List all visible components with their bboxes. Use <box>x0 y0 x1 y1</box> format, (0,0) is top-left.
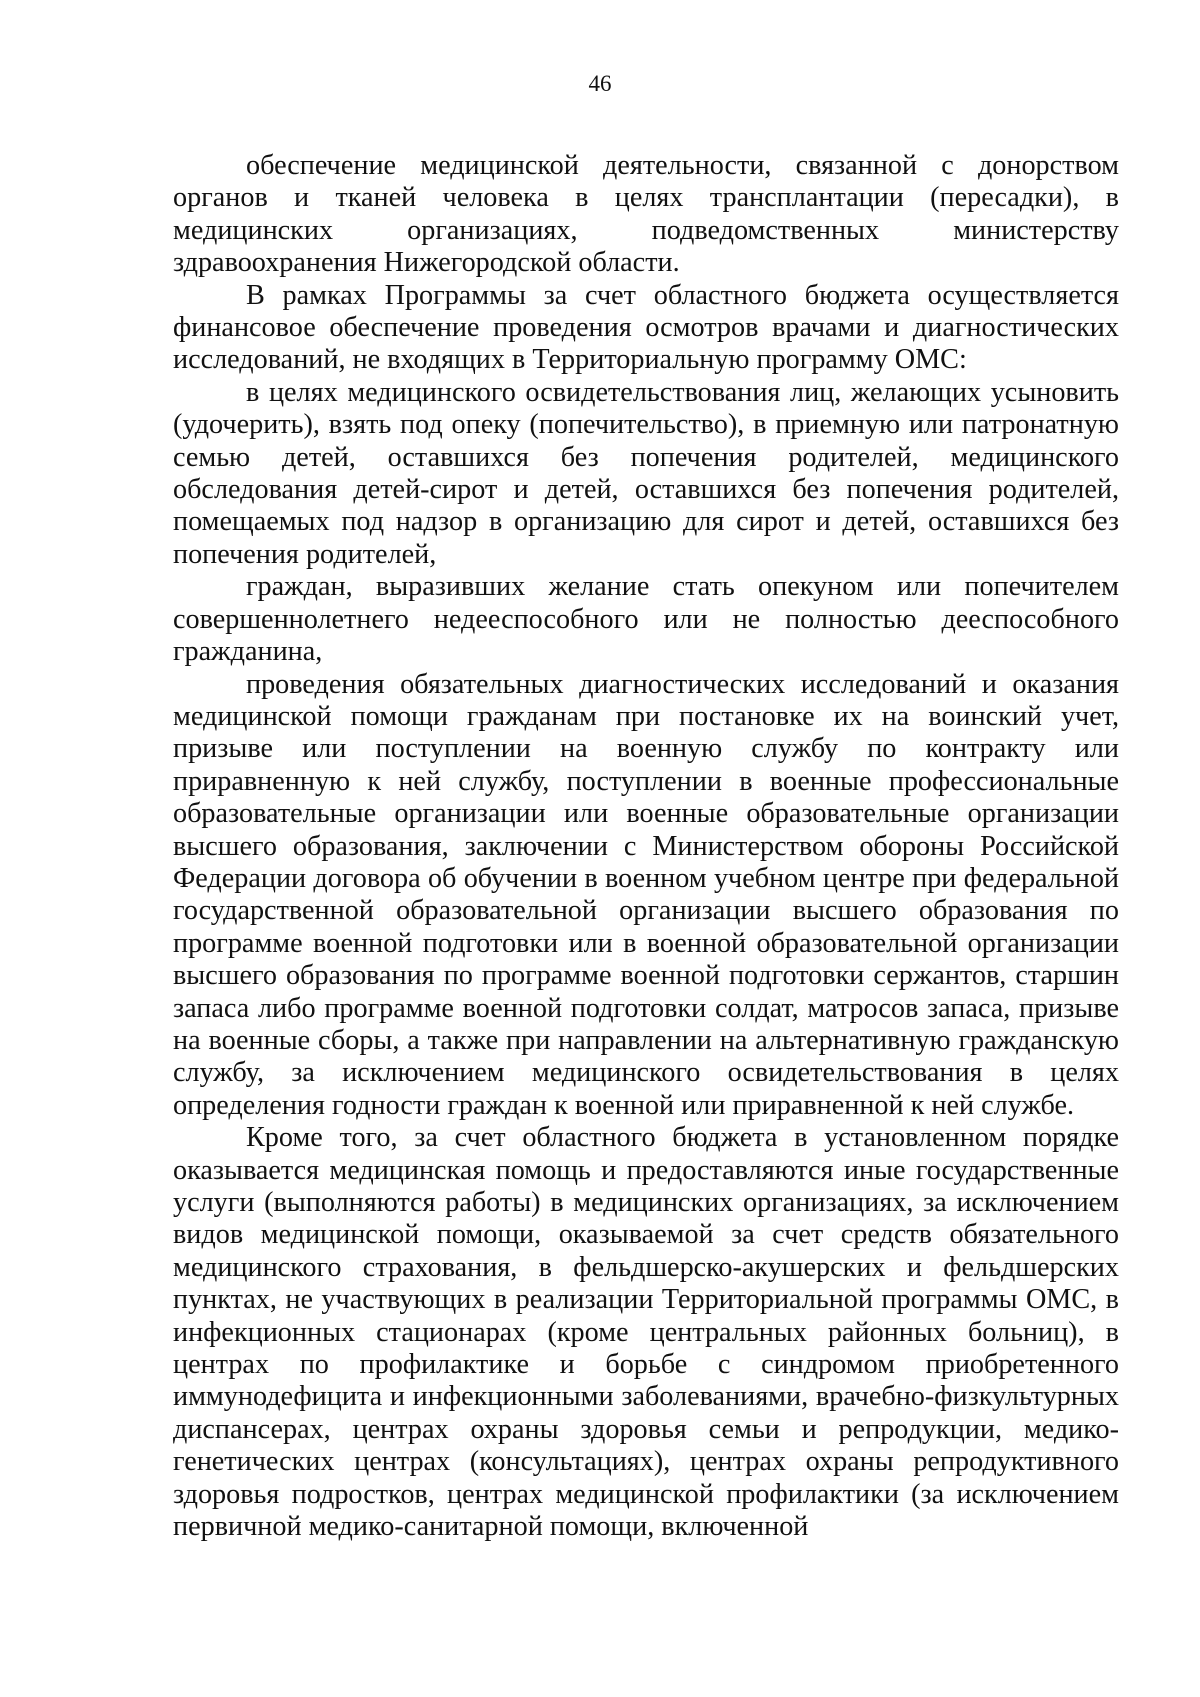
paragraph-guardianship-exams: граждан, выразивших желание стать опекуном или попечителем совершеннолетнего недееспособного или не полностью дееспособного гражданина, <box>173 571 1119 668</box>
paragraph-military-exams: проведения обязательных диагностических исследований и оказания медицинской помощи гражданам при постановке их на воинский учет, призыве или поступлении на военную службу по контракту или приравненную к ней службу, поступлении в военные профессиональные образовательные организации или военные образовательные организации высшего образования, заключении с Министерством обороны Российской Федерации договора об обучении в военном учебном центре при федеральной государственной образовательной организации высшего образования по программе военной подготовки или в военной образовательной организации высшего образования по программе военной подготовки сержантов, старшин запаса либо программе военной подготовки солдат, матросов запаса, призыве на военные сборы, а также при направлении на альтернативную гражданскую службу, за исключением медицинского освидетельствования в целях определения годности граждан к военной или приравненной к ней службе. <box>173 668 1119 1121</box>
paragraph-adoption-exams: в целях медицинского освидетельствования лиц, желающих усыновить (удочерить), взять под опеку (попечительство), в приемную или патронатную семью детей, оставшихся без попечения родителей, медицинского обследования детей-сирот и детей, оставшихся без попечения родителей, помещаемых под надзор в организацию для сирот и детей, оставшихся без попечения родителей, <box>173 376 1119 570</box>
page-number: 46 <box>588 71 612 96</box>
document-body <box>173 150 1119 1543</box>
paragraph-regional-budget-exams: В рамках Программы за счет областного бюджета осуществляется финансовое обеспечение проведения осмотров врачами и диагностических исследований, не входящих в Территориальную программу ОМС: <box>173 279 1119 376</box>
paragraph-organ-donation: обеспечение медицинской деятельности, связанной с донорством органов и тканей человека в целях трансплантации (пересадки), в медицинских организациях, подведомственных министерству здравоохранения Нижегородской области. <box>173 150 1119 279</box>
paragraph-additional-services: Кроме того, за счет областного бюджета в установленном порядке оказывается медицинская помощь и предоставляются иные государственные услуги (выполняются работы) в медицинских организациях, за исключением видов медицинской помощи, оказываемой за счет средств обязательного медицинского страхования, в фельдшерско-акушерских и фельдшерских пунктах, не участвующих в реализации Территориальной программы ОМС, в инфекционных стационарах (кроме центральных районных больниц), в центрах по профилактике и борьбе с синдромом приобретенного иммунодефицита и инфекционными заболеваниями, врачебно-физкультурных диспансерах, центрах охраны здоровья семьи и репродукции, медико-генетических центрах (консультациях), центрах охраны репродуктивного здоровья подростков, центрах медицинской профилактики (за исключением первичной медико-санитарной помощи, включенной <box>173 1122 1119 1543</box>
